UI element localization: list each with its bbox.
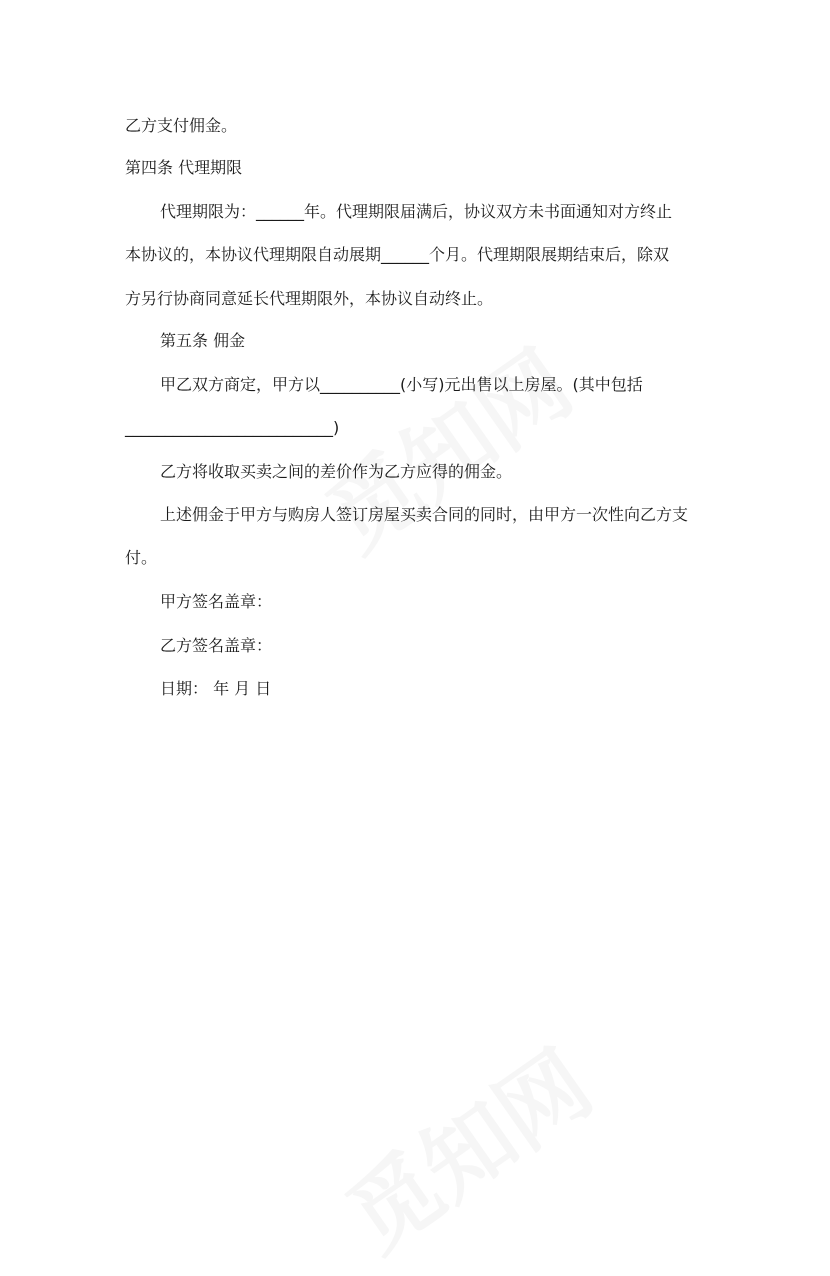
paragraph-line: 乙方支付佣金。 [125,116,238,135]
party-a-signature: 甲方签名盖章： [160,592,273,611]
paragraph-line: 甲乙双方商定，甲方以__________(小写)元出售以上房屋。(其中包括 [160,375,643,394]
paragraph-line: __________________________) [125,418,340,437]
paragraph-line: 上述佣金于甲方与购房人签订房屋买卖合同的同时，由甲方一次性向乙方支 [160,505,689,524]
paragraph-line: 付。 [125,548,158,567]
section-heading-5: 第五条 佣金 [160,331,246,350]
paragraph-line: 方另行协商同意延长代理期限外，本协议自动终止。 [125,289,494,308]
paragraph-line: 本协议的，本协议代理期限自动展期______个月。代理期限展期结束后，除双 [125,245,670,264]
paragraph-line: 代理期限为：______年。代理期限届满后，协议双方未书面通知对方终止 [160,202,673,221]
paragraph-line: 乙方将收取买卖之间的差价作为乙方应得的佣金。 [160,462,513,481]
section-heading-4: 第四条 代理期限 [125,158,243,177]
watermark-bottom [317,1014,613,1275]
watermark [297,314,593,575]
party-b-signature: 乙方签名盖章： [160,636,273,655]
date-line: 日期： 年 月 日 [160,679,272,698]
